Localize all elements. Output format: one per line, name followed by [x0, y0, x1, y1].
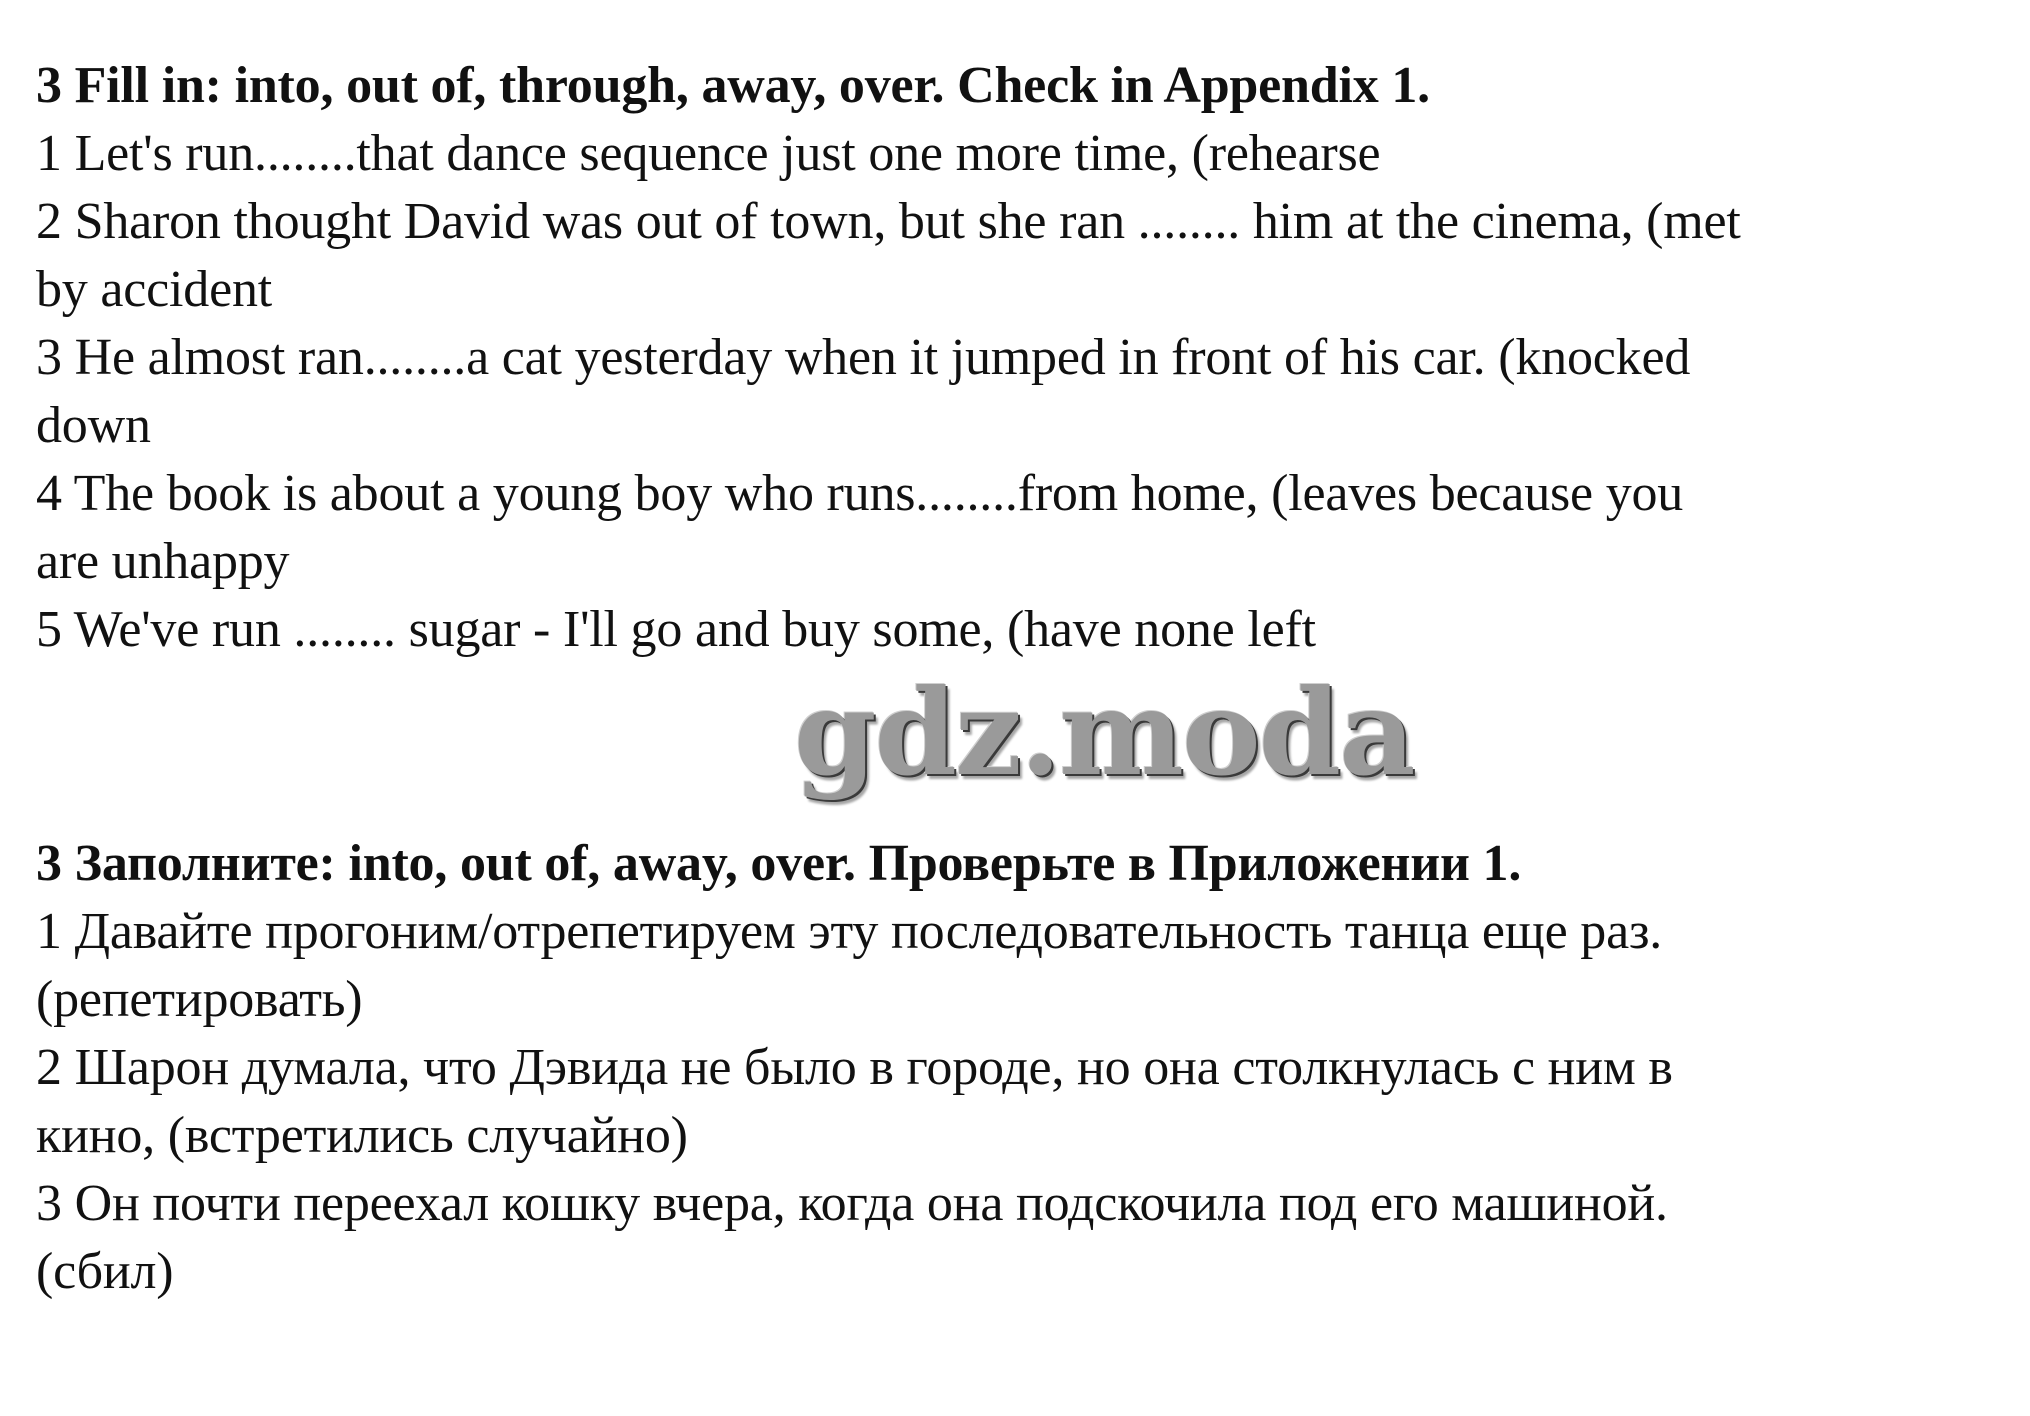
english-line: down — [36, 397, 151, 454]
english-line: 1 Let's run........that dance sequence just one more time, (rehearse — [36, 125, 1381, 182]
russian-line: кино, (встретились случайно) — [36, 1107, 688, 1164]
russian-line: 2 Шарон думала, что Дэвида не было в городе, но она столкнулась с ним в — [36, 1039, 1673, 1096]
watermark-logo: gdz.moda — [794, 663, 1414, 802]
english-line: are unhappy — [36, 533, 290, 590]
english-heading: 3 Fill in: into, out of, through, away, over. Check in Appendix 1. — [36, 57, 1430, 114]
russian-translation — [36, 830, 2016, 1306]
watermark-area — [36, 663, 2016, 830]
english-line: 4 The book is about a young boy who runs........from home, (leaves because you — [36, 465, 1684, 522]
english-exercise — [36, 52, 2016, 664]
english-line: by accident — [36, 261, 273, 318]
russian-line: (сбил) — [36, 1243, 174, 1300]
russian-heading: 3 Заполните: into, out of, away, over. Проверьте в Приложении 1. — [36, 835, 1522, 892]
russian-line: 1 Давайте прогоним/отрепетируем эту последовательность танца еще раз. — [36, 903, 1663, 960]
russian-line: 3 Он почти переехал кошку вчера, когда она подскочила под его машиной. — [36, 1175, 1668, 1232]
document-page — [36, 52, 2016, 1306]
english-line: 5 We've run ........ sugar - I'll go and buy some, (have none left — [36, 601, 1316, 658]
english-line: 2 Sharon thought David was out of town, but she ran ........ him at the cinema, (met — [36, 193, 1741, 250]
russian-line: (репетировать) — [36, 971, 363, 1028]
english-line: 3 He almost ran........a cat yesterday when it jumped in front of his car. (knocked — [36, 329, 1691, 386]
